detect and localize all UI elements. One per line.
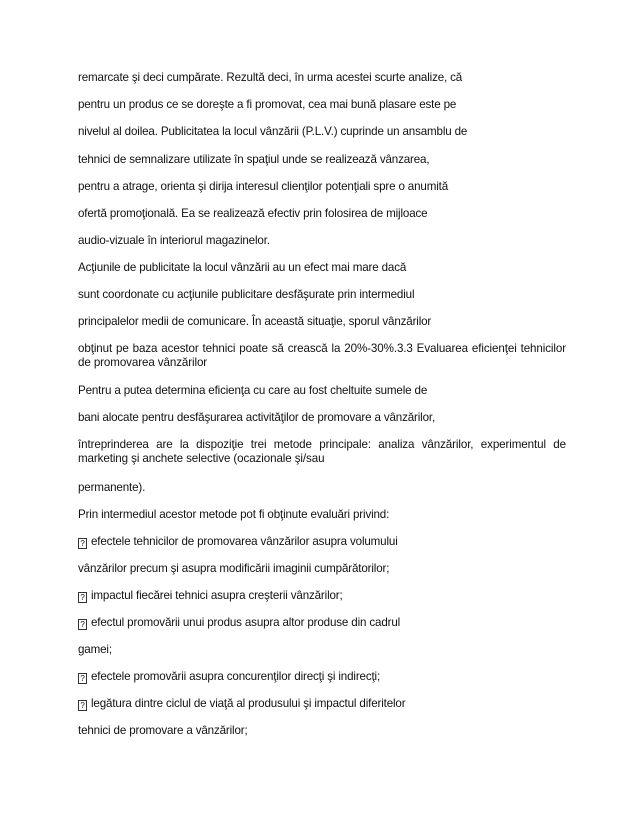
paragraph-line: permanente). [78,481,146,494]
paragraph-line: sunt coordonate cu acţiunile publicitare desfăşurate prin intermediul [78,288,415,301]
bullet-item [78,589,566,603]
bullet-text: impactul fiecărei tehnici asupra creşterii vânzărilor; [91,589,343,602]
section-heading-line: obţinut pe baza acestor tehnici poate să crească la 20%-30%.3.3 Evaluarea eficienţei tehnicilor de promovarea vânzărilor [78,342,566,369]
bullet-box-icon: ? [78,673,87,684]
paragraph-line: tehnici de semnalizare utilizate în spaţiul unde se realizează vânzarea, [78,153,430,166]
bullet-item [78,697,566,711]
bullet-box-icon: ? [78,538,87,549]
bullet-text: efectele tehnicilor de promovarea vânzărilor asupra volumului [91,535,398,548]
bullet-item [78,670,566,684]
bullet-item [78,535,566,549]
paragraph-line: ofertă promoţională. Ea se realizează efectiv prin folosirea de mijloace [78,207,428,220]
paragraph-line: tehnici de promovare a vânzărilor; [78,724,248,737]
bullet-text: efectele promovării asupra concurenţilor direcţi şi indirecţi; [91,670,381,683]
bullet-box-icon: ? [78,592,87,603]
bullet-box-icon: ? [78,619,87,630]
paragraph-line: gamei; [78,643,112,656]
bullet-item [78,616,566,630]
paragraph-line: bani alocate pentru desfăşurarea activităţilor de promovare a vânzărilor, [78,411,436,424]
paragraph-line: principalelor medii de comunicare. În această situaţie, sporul vânzărilor [78,315,432,328]
paragraph-line: Pentru a putea determina eficienţa cu care au fost cheltuite sumele de [78,384,428,397]
paragraph-line: pentru a atrage, orienta şi dirija interesul clienţilor potenţiali spre o anumită [78,180,449,193]
paragraph-line: remarcate şi deci cumpărate. Rezultă deci, în urma acestei scurte analize, că [78,71,463,84]
paragraph-line: audio-vizuale în interiorul magazinelor. [78,234,270,247]
bullet-text: legătura dintre ciclul de viaţă al produsului şi impactul diferitelor [91,697,406,710]
paragraph-line: pentru un produs ce se doreşte a fi promovat, cea mai bună plasare este pe [78,98,457,111]
paragraph-line: întreprinderea are la dispoziţie trei metode principale: analiza vânzărilor, experimentul de marketing şi anchete selective (ocazionale şi/sau [78,438,566,465]
paragraph-line: Acţiunile de publicitate la locul vânzării au un efect mai mare dacă [78,261,407,274]
paragraph-line: nivelul al doilea. Publicitatea la locul vânzării (P.L.V.) cuprinde un ansamblu de [78,125,468,138]
paragraph-line: Prin intermediul acestor metode pot fi obţinute evaluări privind: [78,508,390,521]
paragraph-line: vânzărilor precum şi asupra modificării imaginii cumpărătorilor; [78,562,390,575]
bullet-box-icon: ? [78,700,87,711]
bullet-text: efectul promovării unui produs asupra altor produse din cadrul [91,616,401,629]
